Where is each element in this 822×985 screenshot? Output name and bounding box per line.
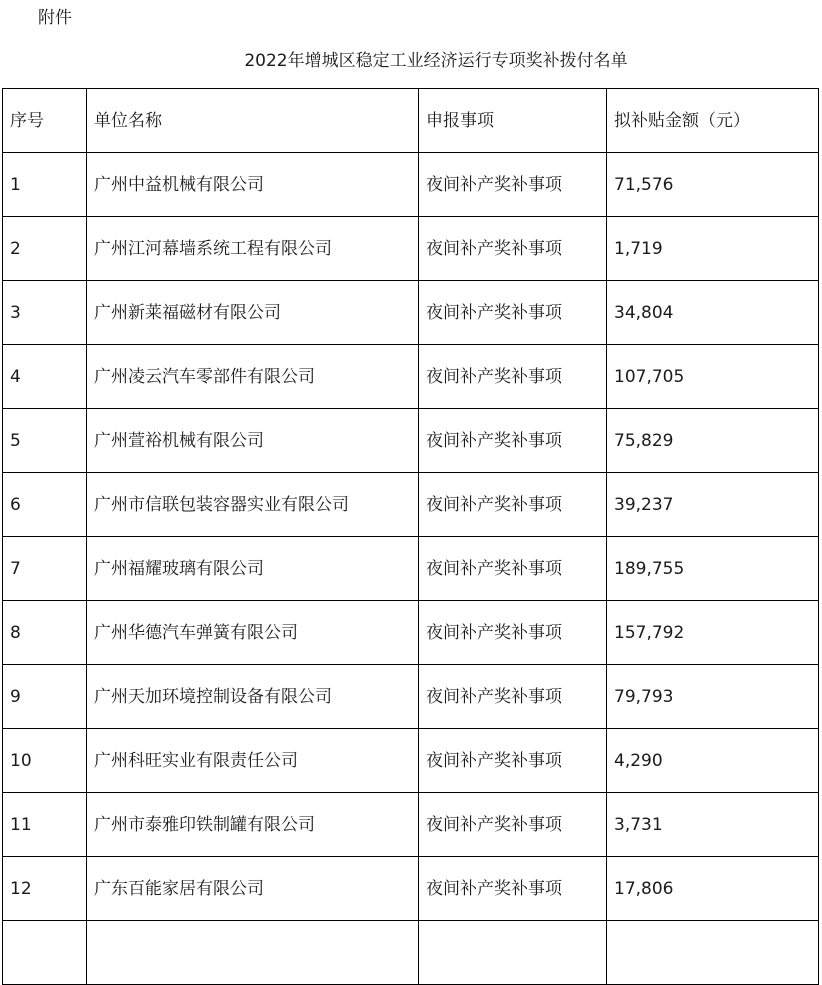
row-item: 夜间补产奖补事项: [419, 473, 607, 537]
row-amount: [607, 921, 819, 985]
table-row: [3, 153, 819, 217]
table-row: [3, 345, 819, 409]
row-index: [3, 921, 87, 985]
table-row: [3, 537, 819, 601]
row-item: 夜间补产奖补事项: [419, 729, 607, 793]
table-row: [3, 921, 819, 985]
row-company: 广州市信联包装容器实业有限公司: [87, 473, 419, 537]
row-item: [419, 921, 607, 985]
table-row: [3, 409, 819, 473]
table-row: [3, 729, 819, 793]
row-index: 10: [3, 729, 87, 793]
table-row: [3, 601, 819, 665]
row-company: 广州萱裕机械有限公司: [87, 409, 419, 473]
row-amount: 34,804: [607, 281, 819, 345]
row-index: 8: [3, 601, 87, 665]
row-item: 夜间补产奖补事项: [419, 217, 607, 281]
row-item: 夜间补产奖补事项: [419, 601, 607, 665]
row-item: 夜间补产奖补事项: [419, 153, 607, 217]
row-amount: 75,829: [607, 409, 819, 473]
row-amount: 189,755: [607, 537, 819, 601]
award-table: [2, 88, 819, 985]
row-index: 12: [3, 857, 87, 921]
row-company: 广州福耀玻璃有限公司: [87, 537, 419, 601]
table-row: [3, 473, 819, 537]
row-company: 广州华德汽车弹簧有限公司: [87, 601, 419, 665]
row-company: [87, 921, 419, 985]
row-amount: 1,719: [607, 217, 819, 281]
table-header-row: [3, 89, 819, 153]
row-amount: 157,792: [607, 601, 819, 665]
row-item: 夜间补产奖补事项: [419, 345, 607, 409]
row-amount: 71,576: [607, 153, 819, 217]
row-item: 夜间补产奖补事项: [419, 793, 607, 857]
row-index: 3: [3, 281, 87, 345]
row-amount: 17,806: [607, 857, 819, 921]
table-row: [3, 217, 819, 281]
header-company: 单位名称: [87, 89, 419, 153]
row-company: 广州科旺实业有限责任公司: [87, 729, 419, 793]
header-amount: 拟补贴金额（元）: [607, 89, 819, 153]
header-item: 申报事项: [419, 89, 607, 153]
document-title: 2022年增城区稳定工业经济运行专项奖补拨付名单: [244, 51, 628, 71]
table-row: [3, 281, 819, 345]
row-index: 1: [3, 153, 87, 217]
row-company: 广州新莱福磁材有限公司: [87, 281, 419, 345]
row-item: 夜间补产奖补事项: [419, 281, 607, 345]
row-index: 11: [3, 793, 87, 857]
row-amount: 4,290: [607, 729, 819, 793]
row-index: 5: [3, 409, 87, 473]
row-index: 6: [3, 473, 87, 537]
row-index: 9: [3, 665, 87, 729]
header-index: 序号: [3, 89, 87, 153]
attachment-label: 附件: [38, 8, 72, 28]
row-amount: 79,793: [607, 665, 819, 729]
row-item: 夜间补产奖补事项: [419, 409, 607, 473]
row-company: 广州天加环境控制设备有限公司: [87, 665, 419, 729]
row-item: 夜间补产奖补事项: [419, 857, 607, 921]
row-company: 广东百能家居有限公司: [87, 857, 419, 921]
row-company: 广州中益机械有限公司: [87, 153, 419, 217]
row-item: 夜间补产奖补事项: [419, 537, 607, 601]
table-row: [3, 857, 819, 921]
row-amount: 3,731: [607, 793, 819, 857]
row-company: 广州江河幕墙系统工程有限公司: [87, 217, 419, 281]
row-amount: 39,237: [607, 473, 819, 537]
row-amount: 107,705: [607, 345, 819, 409]
row-item: 夜间补产奖补事项: [419, 665, 607, 729]
table-row: [3, 665, 819, 729]
row-index: 7: [3, 537, 87, 601]
row-index: 2: [3, 217, 87, 281]
row-company: 广州市泰雅印铁制罐有限公司: [87, 793, 419, 857]
table-row: [3, 793, 819, 857]
row-index: 4: [3, 345, 87, 409]
row-company: 广州凌云汽车零部件有限公司: [87, 345, 419, 409]
